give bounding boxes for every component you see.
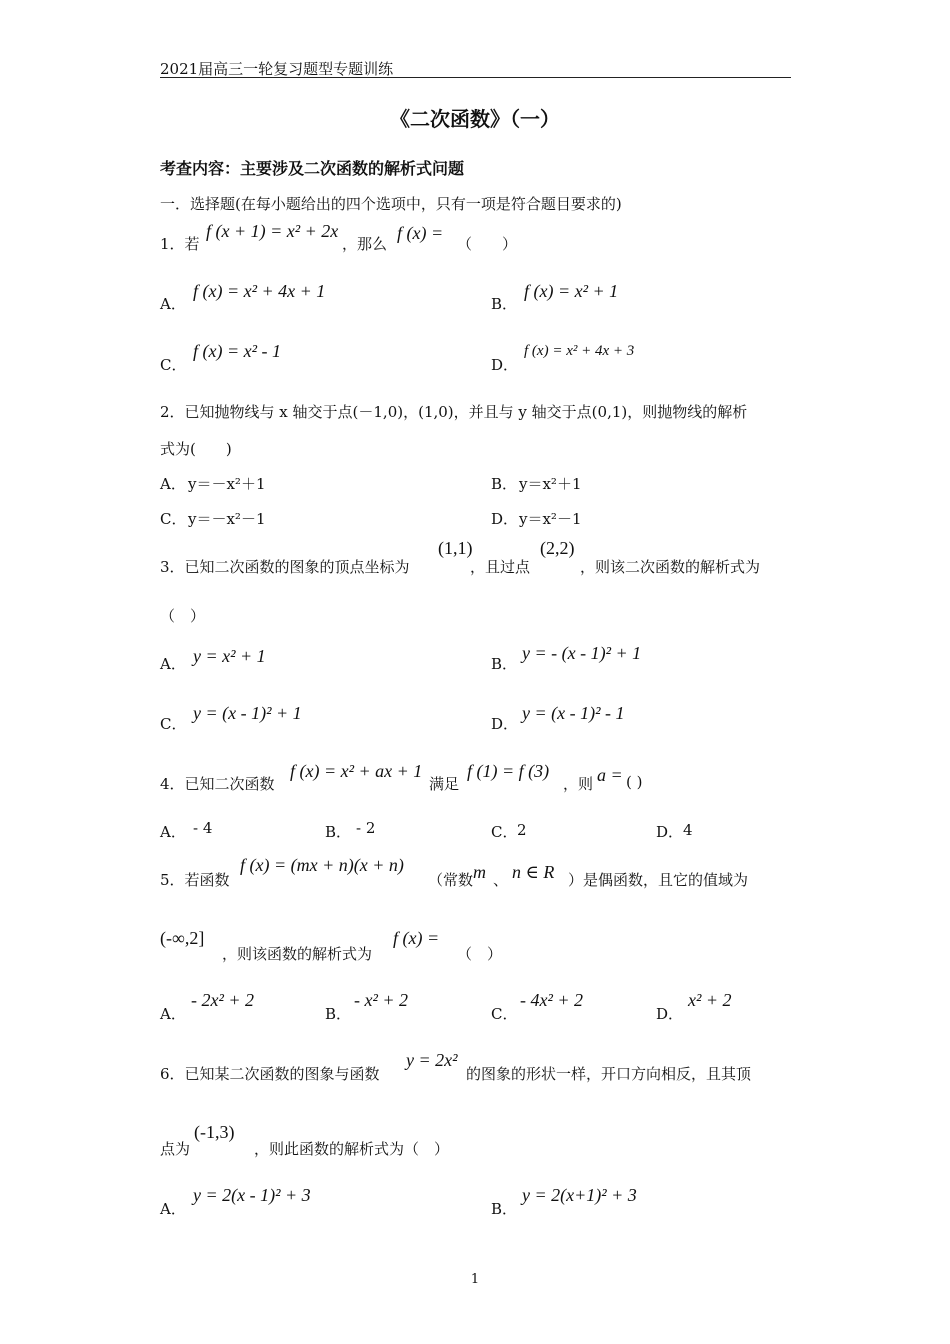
q2-line1: 2．已知抛物线与 x 轴交于点(－1,0)，(1,0)，并且与 y 轴交于点(0,1)，则抛物线的解析	[160, 403, 748, 421]
q3-option-c: y = (x - 1)² + 1	[193, 703, 302, 723]
q6-option-a-label: A．	[160, 1200, 186, 1218]
q2-option-a: y＝－x²＋1	[188, 475, 266, 493]
q1-option-c-label: C．	[160, 356, 187, 374]
subtitle: 考查内容：主要涉及二次函数的解析式问题	[160, 159, 465, 178]
q4-option-a-label: A．	[160, 823, 186, 841]
q5-pre: 5．若函数	[160, 871, 230, 889]
q1-paren: （ ）	[457, 235, 518, 253]
q6-pre: 6．已知某二次函数的图象与函数	[160, 1065, 380, 1083]
q1-option-b-label: B．	[491, 295, 518, 313]
q6-line2-post: ，则此函数的解析式为（ ）	[254, 1140, 450, 1158]
q3-mid: ，且过点	[470, 558, 531, 576]
section-heading: 一．选择题(在每小题给出的四个选项中，只有一项是符合题目要求的)	[160, 195, 622, 213]
q5-const-pre: （常数	[428, 871, 474, 889]
q3-option-b: y = - (x - 1)² + 1	[522, 643, 642, 663]
q5-option-b: - x² + 2	[354, 990, 409, 1010]
q4-post: ，则	[563, 775, 594, 793]
q1-option-b: f (x) = x² + 1	[524, 281, 619, 301]
q4-ask: a =	[597, 765, 623, 785]
q5-func: f (x) = (mx + n)(x + n)	[240, 855, 404, 875]
q3-vertex: (1,1)	[438, 538, 473, 558]
q1-stem-math: f (x + 1) = x² + 2x	[206, 221, 339, 241]
q5-range: (-∞,2]	[160, 928, 205, 948]
q2-option-d-label: D．	[491, 510, 519, 528]
header-rule	[160, 77, 791, 78]
q3-pre: 3．已知二次函数的图象的顶点坐标为	[160, 558, 410, 576]
q5-paren: （ ）	[457, 945, 503, 963]
q2-line2: 式为( )	[160, 440, 232, 458]
q4-option-d: 4	[683, 821, 693, 839]
q3-point: (2,2)	[540, 538, 575, 558]
q6-option-a: y = 2(x - 1)² + 3	[193, 1185, 311, 1205]
q3-option-c-label: C．	[160, 715, 187, 733]
q6-option-b-label: B．	[491, 1200, 518, 1218]
q2-option-c-label: C．	[160, 510, 187, 528]
q6-option-b: y = 2(x+1)² + 3	[522, 1185, 637, 1205]
q5-option-a-label: A．	[160, 1005, 186, 1023]
q2-option-b: y＝x²＋1	[519, 475, 582, 493]
q2-option-d: y＝x²－1	[519, 510, 582, 528]
page-title: 《二次函数》（一）	[390, 107, 560, 131]
q4-func: f (x) = x² + ax + 1	[290, 761, 423, 781]
q5-option-c: - 4x² + 2	[520, 990, 584, 1010]
q1-option-a-label: A．	[160, 295, 186, 313]
q3-option-d: y = (x - 1)² - 1	[522, 703, 625, 723]
q5-option-d: x² + 2	[688, 990, 732, 1010]
q5-option-c-label: C．	[491, 1005, 518, 1023]
q5-option-a: - 2x² + 2	[191, 990, 255, 1010]
q2-option-b-label: B．	[491, 475, 518, 493]
q4-cond: f (1) = f (3)	[467, 761, 550, 781]
q6-func: y = 2x²	[406, 1050, 458, 1070]
q4-option-c-label: C．	[491, 823, 518, 841]
q1-option-d: f (x) = x² + 4x + 3	[524, 343, 635, 359]
page-number: 1	[470, 1272, 480, 1287]
q5-ask: f (x) =	[393, 928, 440, 948]
q5-option-b-label: B．	[325, 1005, 352, 1023]
q4-mid: 满足	[429, 775, 460, 793]
q1-number: 1．若	[160, 235, 200, 253]
q3-option-d-label: D．	[491, 715, 519, 733]
q1-ask-math: f (x) =	[397, 223, 444, 243]
q1-mid: ，那么	[342, 235, 388, 253]
q4-option-a: - 4	[193, 819, 213, 837]
q1-option-c: f (x) = x² - 1	[193, 341, 282, 361]
q4-paren: ( )	[626, 773, 643, 791]
q5-option-d-label: D．	[656, 1005, 684, 1023]
q3-option-a-label: A．	[160, 655, 186, 673]
q4-option-d-label: D．	[656, 823, 684, 841]
q5-sep: 、	[493, 871, 509, 889]
q4-option-c: 2	[517, 821, 527, 839]
q5-line2: ，则该函数的解析式为	[222, 945, 373, 963]
q4-option-b: - 2	[356, 819, 376, 837]
q4-pre: 4．已知二次函数	[160, 775, 275, 793]
running-header: 2021届高三一轮复习题型专题训练	[160, 60, 394, 78]
q4-option-b-label: B．	[325, 823, 352, 841]
q1-option-d-label: D．	[491, 356, 519, 374]
q2-option-c: y＝－x²－1	[188, 510, 266, 528]
q5-post: ）是偶函数，且它的值域为	[568, 871, 749, 889]
q2-option-a-label: A．	[160, 475, 186, 493]
q6-post: 的图象的形状一样，开口方向相反，且其顶	[466, 1065, 752, 1083]
q6-vertex: (-1,3)	[194, 1122, 235, 1142]
q3-option-b-label: B．	[491, 655, 518, 673]
q5-nR: n ∈ R	[512, 862, 555, 882]
q6-line2-pre: 点为	[160, 1140, 191, 1158]
q3-option-a: y = x² + 1	[193, 646, 266, 666]
q5-m: m	[473, 862, 486, 882]
q3-paren: （ ）	[160, 607, 206, 625]
q1-option-a: f (x) = x² + 4x + 1	[193, 281, 326, 301]
q3-post: ，则该二次函数的解析式为	[580, 558, 761, 576]
